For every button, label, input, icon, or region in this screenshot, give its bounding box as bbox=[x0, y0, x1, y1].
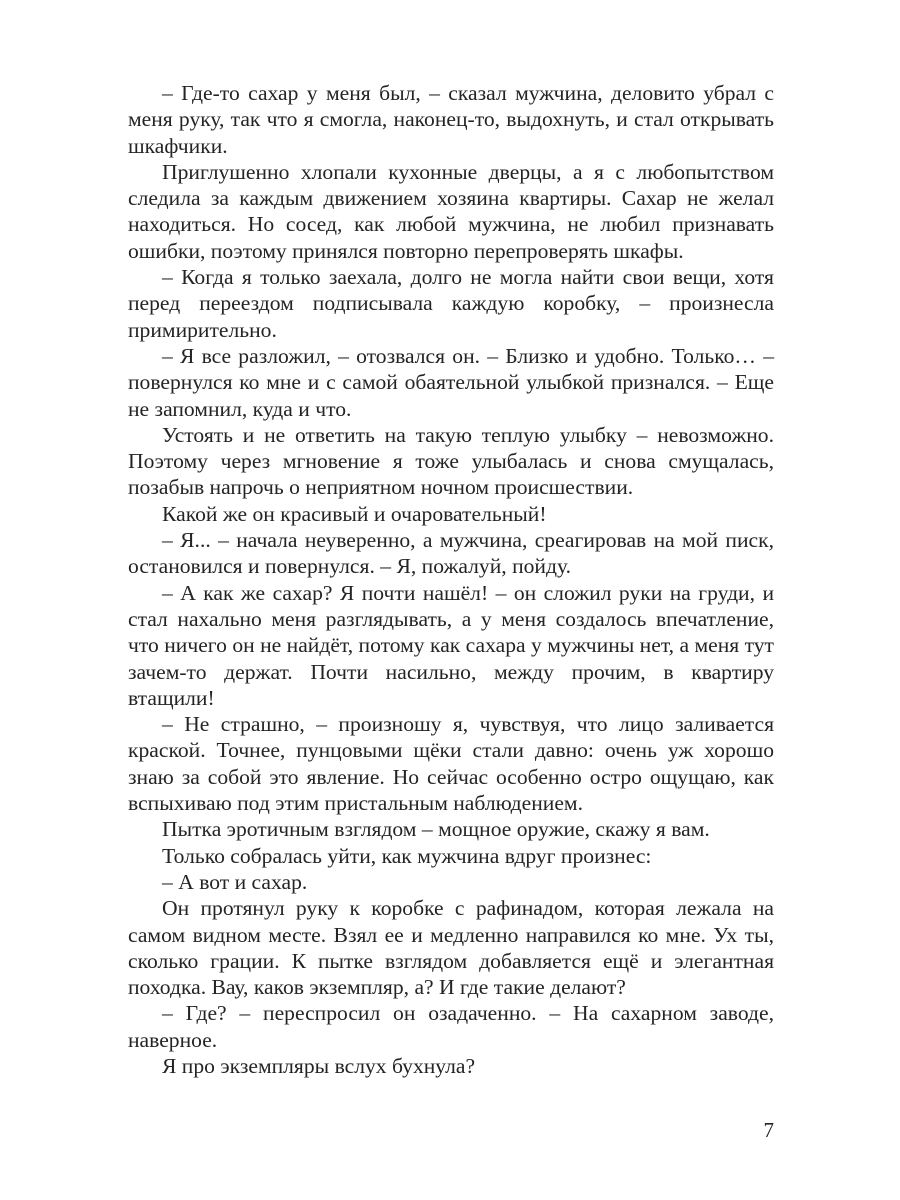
paragraph: Только собралась уйти, как мужчина вдруг произнес: bbox=[162, 843, 652, 868]
paragraph: Устоять и не ответить на такую теплую улыбку – невозможно. Поэтому через мгновение я тоже улыбалась и снова смущалась, позабыв напрочь о неприятном ночном происшествии. bbox=[128, 422, 774, 500]
paragraph: Он протянул руку к коробке с рафинадом, которая лежала на самом видном месте. Взял ее и медленно направился ко мне. Ух ты, сколько грации. К пытке взглядом добавляется ещё и элегантная походка. Вау, каков экземпляр, а? И где такие делают? bbox=[128, 896, 774, 1000]
paragraph: – Я все разложил, – отозвался он. – Близко и удобно. Только… – повернулся ко мне и с самой обаятельной улыбкой признался. – Еще не запомнил, куда и что. bbox=[128, 343, 774, 421]
body-text bbox=[128, 80, 774, 1079]
paragraph: – Не страшно, – произношу я, чувствуя, что лицо заливается краской. Точнее, пунцовыми щёки стали давно: очень уж хорошо знаю за собой это явление. Но сейчас особенно остро ощущаю, как вспыхиваю под этим пристальным наблюдением. bbox=[128, 712, 774, 816]
paragraph: Пытка эротичным взглядом – мощное оружие, скажу я вам. bbox=[162, 817, 710, 842]
paragraph: – Когда я только заехала, долго не могла найти свои вещи, хотя перед переездом подписывала каждую коробку, – произнесла примирительно. bbox=[128, 265, 774, 342]
paragraph: Приглушенно хлопали кухонные дверцы, а я с любопытством следила за каждым движением хозяина квартиры. Сахар не желал находиться. Но сосед, как любой мужчина, не любил признавать ошибки, поэтому принялся повторно перепроверять шкафы. bbox=[128, 159, 774, 263]
paragraph: Какой же он красивый и очаровательный! bbox=[162, 501, 547, 526]
paragraph: – Где-то сахар у меня был, – сказал мужчина, деловито убрал с меня руку, так что я смогла, наконец-то, выдохнуть, и стал открывать шкафчики. bbox=[128, 81, 774, 158]
paragraph: – А вот и сахар. bbox=[162, 869, 308, 894]
paragraph: – А как же сахар? Я почти нашёл! – он сложил руки на груди, и стал нахально меня разглядывать, а у меня создалось впечатление, что ничего он не найдёт, потому как сахара у мужчины нет, а меня тут зачем-то держат. Почти насильно, между прочим, в квартиру втащили! bbox=[128, 580, 774, 710]
paragraph: – Где? – переспросил он озадаченно. – На сахарном заводе, наверное. bbox=[128, 1001, 774, 1052]
paragraph: – Я... – начала неуверенно, а мужчина, среагировав на мой писк, остановился и повернулся. – Я, пожалуй, пойду. bbox=[128, 528, 774, 579]
paragraph: Я про экземпляры вслух бухнула? bbox=[162, 1053, 476, 1078]
page-number: 7 bbox=[763, 1118, 774, 1142]
